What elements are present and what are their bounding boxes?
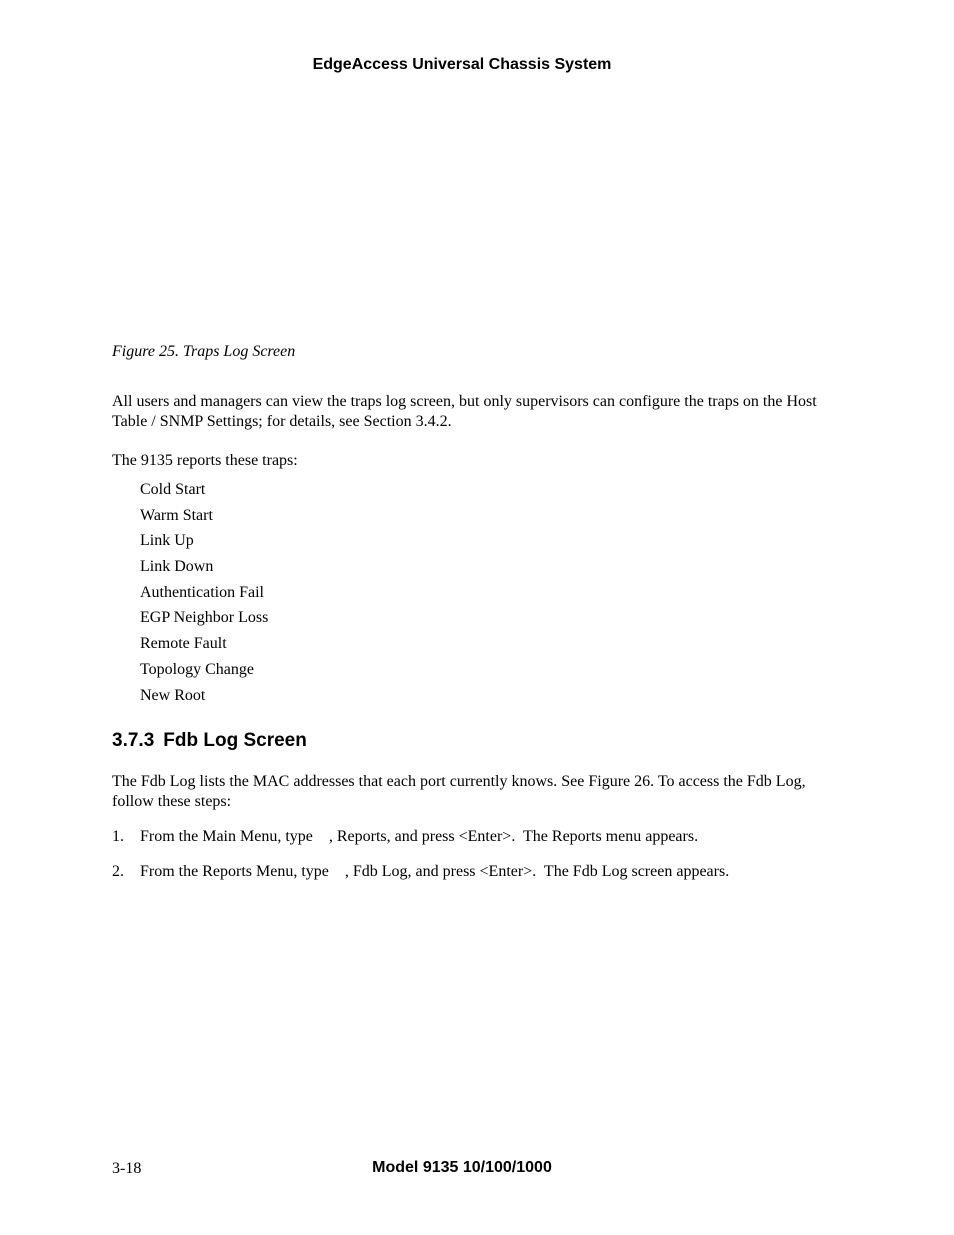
- section-heading: [112, 729, 307, 753]
- step-item: [112, 862, 832, 882]
- trap-list-item: Warm Start: [140, 506, 213, 524]
- trap-list: [140, 479, 268, 710]
- trap-list-item: New Root: [140, 686, 206, 704]
- step-text: From the Main Menu, type , Reports, and press <Enter>. The Reports menu appears.: [140, 828, 699, 845]
- trap-list-item: Authentication Fail: [140, 583, 264, 601]
- traps-intro-paragraph: The 9135 reports these traps:: [112, 452, 298, 469]
- page-number: 3-18: [112, 1160, 142, 1177]
- trap-list-item: Link Down: [140, 558, 214, 576]
- access-note-paragraph: All users and managers can view the traps log screen, but only supervisors can configure the traps on the Host Table / SNMP Settings; for details, see Section 3.4.2.: [112, 393, 817, 430]
- trap-list-item: EGP Neighbor Loss: [140, 609, 269, 627]
- section-number: 3.7.3: [112, 730, 155, 751]
- trap-list-item: Remote Fault: [140, 635, 227, 653]
- section-title: Fdb Log Screen: [163, 730, 307, 751]
- trap-list-item: Cold Start: [140, 481, 206, 498]
- trap-list-item: Link Up: [140, 532, 194, 550]
- section-intro-paragraph: The Fdb Log lists the MAC addresses that each port currently knows. See Figure 26. To access the Fdb Log, follow these steps:: [112, 773, 806, 810]
- step-text: From the Reports Menu, type , Fdb Log, and press <Enter>. The Fdb Log screen appears.: [140, 863, 730, 880]
- step-number: 2.: [112, 863, 124, 880]
- page-header: EdgeAccess Universal Chassis System: [312, 56, 612, 73]
- footer-model: Model 9135 10/100/1000: [372, 1159, 552, 1176]
- step-number: 1.: [112, 828, 124, 845]
- trap-list-item: Topology Change: [140, 660, 254, 678]
- step-item: [112, 827, 832, 847]
- figure-caption: Figure 25. Traps Log Screen: [112, 343, 296, 360]
